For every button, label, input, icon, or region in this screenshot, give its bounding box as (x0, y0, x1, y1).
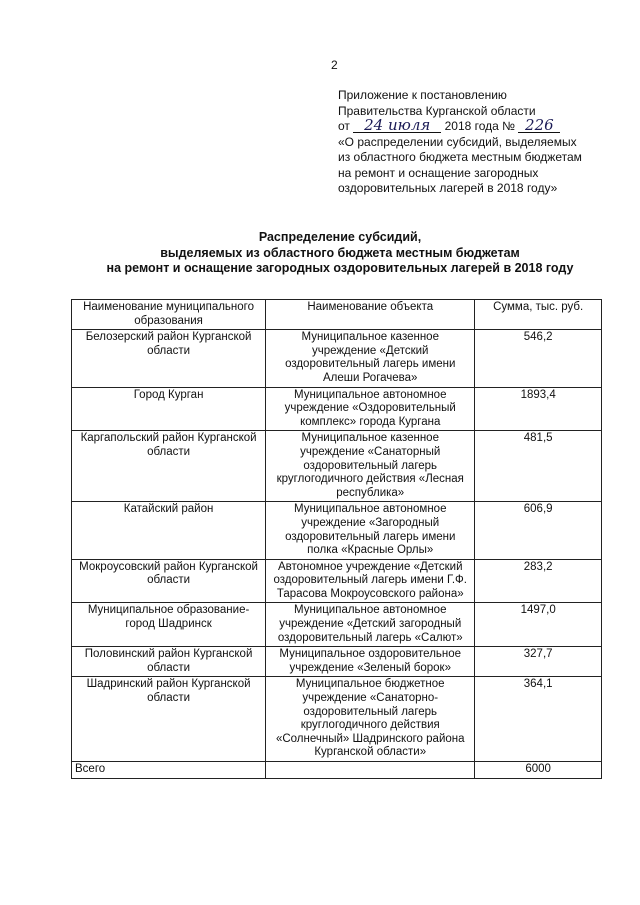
total-empty-cell (266, 762, 475, 779)
cell-amount: 364,1 (475, 677, 602, 762)
header-object: Наименование объекта (266, 300, 475, 330)
cell-municipality: Белозерский район Курганской области (72, 330, 266, 387)
page-number: 2 (331, 58, 338, 72)
cell-municipality: Каргапольский район Курганской области (72, 431, 266, 502)
cell-municipality: Катайский район (72, 502, 266, 559)
cell-municipality: Мокроусовский район Курганской области (72, 559, 266, 603)
cell-object: Муниципальное бюджетное учреждение «Санаторно-оздоровительный лагерь круглогодичного действия «Солнечный» Шадринского района Курганской области» (266, 677, 475, 762)
date-prefix: от (338, 119, 350, 133)
resolution-line: из областного бюджета местным бюджетам (338, 150, 582, 164)
cell-municipality: Половинский район Курганской области (72, 647, 266, 677)
handwritten-date: 24 июля (353, 119, 441, 133)
cell-amount: 546,2 (475, 330, 602, 387)
title-line: Распределение субсидий, (258, 230, 422, 244)
resolution-line: «О распределении субсидий, выделяемых (338, 134, 577, 149)
header-amount: Сумма, тыс. руб. (475, 300, 602, 330)
cell-municipality: Муниципальное образование-город Шадринск (72, 603, 266, 647)
cell-object: Автономное учреждение «Детский оздоровительный лагерь имени Г.Ф. Тарасова Мокроусовского района» (266, 559, 475, 603)
table-row (72, 431, 602, 502)
resolution-line: оздоровительных лагерей в 2018 году» (338, 181, 558, 195)
cell-municipality: Город Курган (72, 387, 266, 431)
appendix-header (338, 88, 628, 197)
table-header-row (72, 300, 602, 330)
table-total-row (72, 762, 602, 779)
cell-amount: 327,7 (475, 647, 602, 677)
cell-amount: 1893,4 (475, 387, 602, 431)
cell-object: Муниципальное казенное учреждение «Санаторный оздоровительный лагерь круглогодичного действия «Лесная республика» (266, 431, 475, 502)
cell-amount: 1497,0 (475, 603, 602, 647)
table-row (72, 502, 602, 559)
table-row (72, 330, 602, 387)
appendix-line: Приложение к постановлению (338, 88, 507, 102)
resolution-line: на ремонт и оснащение загородных (338, 165, 539, 180)
total-label: Всего (72, 762, 266, 779)
cell-amount: 481,5 (475, 431, 602, 502)
cell-object: Муниципальное казенное учреждение «Детский оздоровительный лагерь имени Алеши Рогачева» (266, 330, 475, 387)
cell-amount: 606,9 (475, 502, 602, 559)
title-line: на ремонт и оснащение загородных оздоровительных лагерей в 2018 году (106, 261, 574, 275)
appendix-date-line (338, 116, 628, 135)
title-line: выделяемых из областного бюджета местным бюджетам (160, 245, 520, 260)
cell-object: Муниципальное автономное учреждение «Загородный оздоровительный лагерь имени полка «Красные Орлы» (266, 502, 475, 559)
total-amount: 6000 (475, 762, 602, 779)
appendix-line: Правительства Курганской области (338, 103, 536, 118)
cell-object: Муниципальное автономное учреждение «Оздоровительный комплекс» города Кургана (266, 387, 475, 431)
table-row (72, 387, 602, 431)
cell-object: Муниципальное оздоровительное учреждение «Зеленый борок» (266, 647, 475, 677)
cell-amount: 283,2 (475, 559, 602, 603)
cell-municipality: Шадринский район Курганской области (72, 677, 266, 762)
subsidies-table (71, 299, 602, 779)
table-row (72, 559, 602, 603)
handwritten-number: 226 (518, 119, 560, 133)
table-row (72, 647, 602, 677)
year-text: 2018 года № (444, 119, 516, 133)
document-title (60, 230, 620, 277)
table-row (72, 677, 602, 762)
header-municipality: Наименование муниципального образования (72, 300, 266, 330)
table-row (72, 603, 602, 647)
cell-object: Муниципальное автономное учреждение «Детский загородный оздоровительный лагерь «Салют» (266, 603, 475, 647)
